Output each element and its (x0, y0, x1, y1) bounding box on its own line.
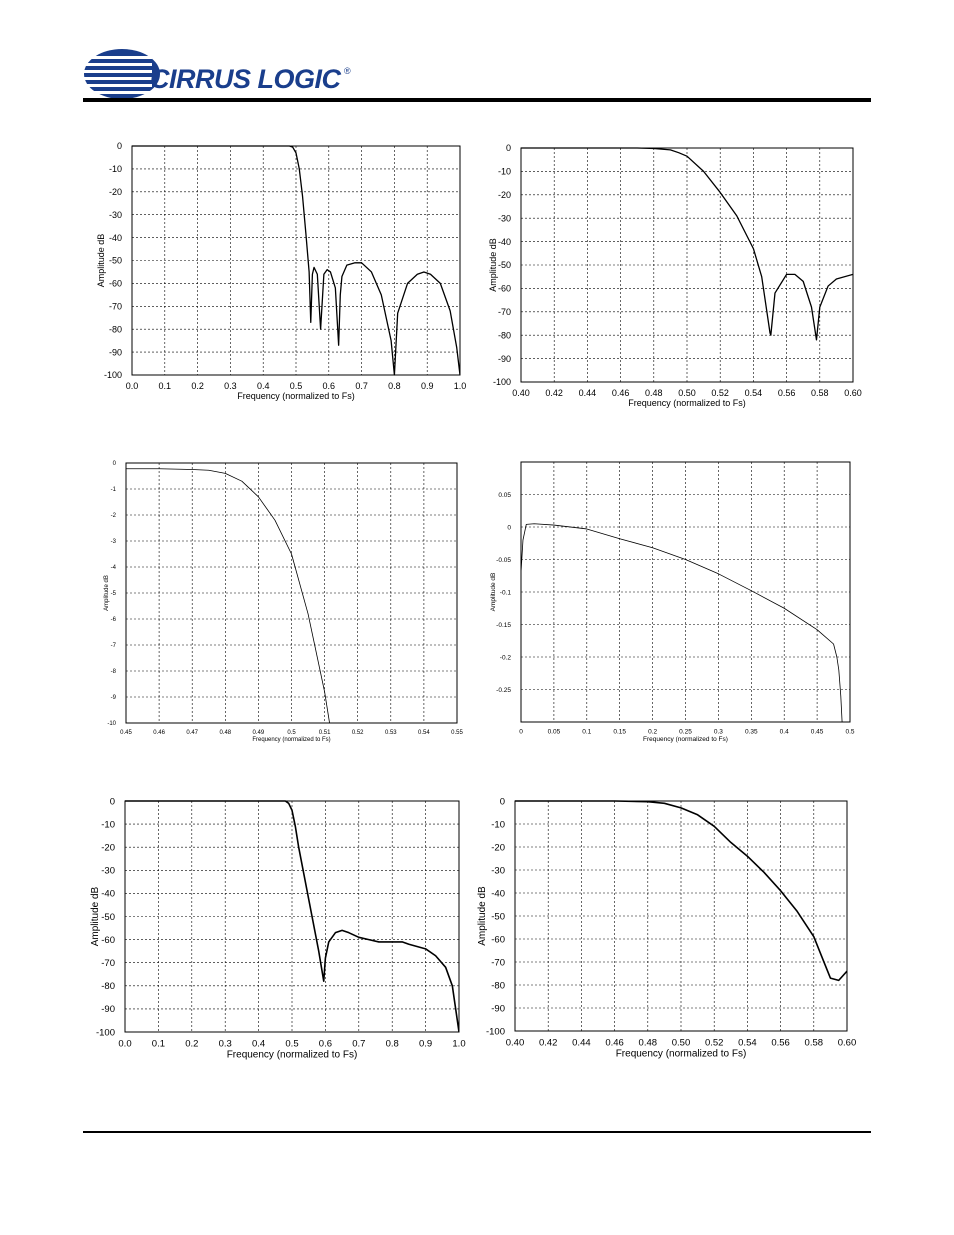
y-tick-label: -80 (497, 330, 511, 341)
x-tick-label: 0.60 (844, 388, 862, 398)
x-tick-label: 0.05 (547, 728, 561, 736)
x-tick-label: 0.46 (611, 388, 630, 398)
y-tick-label: -0.05 (496, 556, 511, 564)
y-tick-label: -9 (110, 695, 116, 702)
y-tick-label: -90 (491, 1003, 505, 1015)
x-tick-label: 0.9 (418, 1038, 433, 1050)
x-tick-label: 0.52 (351, 730, 364, 736)
x-tick-label: 0.52 (704, 1037, 724, 1049)
x-tick-label: 0.58 (811, 388, 829, 398)
y-tick-label: 0 (499, 796, 505, 808)
y-tick-label: -60 (108, 278, 122, 289)
x-tick-label: 0.52 (711, 388, 729, 398)
y-tick-label: -60 (491, 934, 505, 946)
x-tick-label: 0.5 (285, 1038, 299, 1050)
y-tick-label: -80 (101, 981, 115, 993)
y-tick-label: -40 (101, 888, 115, 900)
x-tick-label: 0.2 (648, 728, 658, 736)
y-tick-label: -40 (497, 236, 511, 247)
x-tick-label: 0.58 (804, 1037, 824, 1049)
y-tick-label: 0 (507, 524, 511, 532)
y-tick-label: 0 (112, 461, 116, 468)
y-tick-label: -50 (491, 911, 505, 923)
registered-mark: ® (344, 66, 351, 76)
x-tick-label: 0 (519, 728, 523, 736)
y-tick-label: -20 (491, 842, 505, 854)
y-tick-label: -1 (110, 487, 116, 494)
y-tick-label: -70 (497, 306, 511, 317)
x-tick-label: 0.50 (678, 388, 696, 398)
y-tick-label: -50 (497, 260, 511, 271)
x-tick-label: 0.42 (545, 388, 563, 398)
x-tick-label: 0.48 (219, 730, 232, 736)
x-tick-label: 0.8 (388, 381, 401, 391)
y-tick-label: -60 (101, 934, 115, 946)
y-tick-label: -20 (108, 186, 122, 197)
y-tick-label: 0 (116, 141, 122, 152)
x-tick-label: 0.6 (318, 1038, 333, 1050)
y-tick-label: -0.2 (499, 654, 511, 662)
x-axis-label: Frequency (normalized to Fs) (237, 391, 355, 401)
y-tick-label: -0.15 (496, 621, 511, 629)
y-tick-label: -100 (485, 1026, 505, 1038)
x-tick-label: 0.4 (251, 1038, 266, 1050)
x-tick-label: 0.48 (645, 388, 663, 398)
y-tick-label: -20 (497, 189, 511, 200)
y-tick-label: -20 (101, 842, 115, 854)
y-axis-label: Amplitude dB (104, 575, 110, 611)
y-tick-label: -60 (497, 283, 511, 294)
x-tick-label: 0.4 (779, 728, 789, 736)
x-tick-label: 0.9 (420, 381, 434, 391)
y-tick-label: -40 (491, 888, 505, 900)
x-tick-label: 0.42 (538, 1037, 558, 1049)
y-tick-label: -3 (110, 539, 116, 546)
x-tick-label: 0.1 (158, 381, 172, 391)
y-tick-label: -50 (108, 255, 122, 266)
x-tick-label: 0.1 (582, 728, 592, 736)
y-tick-label: -30 (491, 865, 505, 877)
x-tick-label: 0.54 (418, 730, 430, 736)
x-tick-label: 0.47 (186, 730, 199, 736)
y-tick-label: -100 (95, 1027, 115, 1039)
x-tick-label: 1.0 (452, 1038, 466, 1050)
x-tick-label: 0.25 (679, 728, 692, 736)
x-tick-label: 0.4 (256, 381, 270, 391)
y-tick-label: -10 (108, 164, 122, 175)
y-tick-label: -90 (497, 353, 511, 364)
x-tick-label: 0.8 (385, 1038, 399, 1050)
x-tick-label: 0.55 (451, 730, 463, 736)
y-tick-label: -8 (110, 669, 116, 676)
x-tick-label: 0.46 (605, 1037, 624, 1049)
y-tick-label: -4 (110, 565, 116, 572)
x-tick-label: 1.0 (453, 381, 467, 391)
y-axis-label: Amplitude dB (490, 572, 497, 612)
brand-name: CIRRUS LOGIC (150, 64, 341, 94)
y-tick-label: -80 (108, 324, 122, 335)
y-tick-label: -30 (497, 213, 511, 224)
x-tick-label: 0.3 (713, 728, 723, 736)
y-tick-label: -2 (110, 513, 116, 520)
x-tick-label: 0.54 (738, 1037, 757, 1049)
y-tick-label: -10 (491, 819, 505, 831)
y-tick-label: 0 (109, 796, 115, 808)
x-tick-label: 0.5 (845, 728, 855, 736)
y-tick-label: -30 (101, 865, 115, 877)
x-tick-label: 0.6 (322, 381, 336, 391)
x-tick-label: 0.0 (125, 381, 139, 391)
y-tick-label: -80 (491, 980, 505, 992)
x-tick-label: 0.44 (578, 388, 597, 398)
y-tick-label: -10 (107, 721, 116, 728)
x-tick-label: 0.46 (153, 730, 165, 736)
x-tick-label: 0.2 (185, 1038, 199, 1050)
y-tick-label: -100 (492, 377, 511, 388)
x-tick-label: 0.5 (287, 730, 296, 736)
y-tick-label: -40 (108, 232, 122, 243)
y-tick-label: -50 (101, 911, 115, 923)
x-tick-label: 0.56 (771, 1037, 790, 1049)
x-tick-label: 0.50 (671, 1037, 691, 1049)
y-axis-label: Amplitude dB (488, 238, 498, 292)
x-tick-label: 0.35 (744, 728, 758, 736)
x-tick-label: 0.51 (318, 730, 331, 736)
x-tick-label: 0.7 (352, 1038, 366, 1050)
x-tick-label: 0.3 (218, 1038, 232, 1050)
y-tick-label: 0 (505, 143, 511, 154)
y-tick-label: -90 (108, 347, 122, 358)
y-tick-label: -5 (110, 591, 116, 598)
y-tick-label: -6 (110, 617, 116, 624)
y-tick-label: -70 (491, 957, 505, 969)
y-axis-label: Amplitude dB (477, 886, 488, 946)
x-tick-label: 0.2 (191, 381, 204, 391)
x-tick-label: 0.45 (810, 728, 824, 736)
x-tick-label: 0.3 (224, 381, 237, 391)
x-tick-label: 0.54 (744, 388, 763, 398)
x-axis-label: Frequency (normalized to Fs) (226, 1049, 358, 1061)
y-axis-label: Amplitude dB (90, 886, 101, 947)
x-tick-label: 0.40 (505, 1037, 525, 1049)
x-axis-label: Frequency (normalized to Fs) (643, 736, 728, 743)
y-tick-label: -10 (497, 166, 511, 177)
x-tick-label: 0.53 (384, 730, 397, 736)
x-axis-label: Frequency (normalized to Fs) (615, 1048, 747, 1060)
x-axis-label: Frequency (normalized to Fs) (628, 398, 746, 408)
y-tick-label: -70 (108, 301, 122, 312)
y-tick-label: -70 (101, 958, 115, 970)
footer-rule (83, 1131, 871, 1133)
y-tick-label: -100 (103, 370, 122, 381)
y-axis-label: Amplitude dB (96, 233, 106, 288)
x-tick-label: 0.5 (289, 381, 303, 391)
y-tick-label: -30 (108, 209, 122, 220)
y-tick-label: 0.05 (498, 491, 511, 499)
x-tick-label: 0.45 (120, 730, 132, 736)
x-tick-label: 0.48 (638, 1037, 658, 1049)
x-tick-label: 0.7 (355, 381, 368, 391)
y-tick-label: -0.1 (499, 589, 511, 597)
x-tick-label: 0.56 (777, 388, 796, 398)
x-tick-label: 0.44 (572, 1037, 591, 1049)
y-tick-label: -90 (101, 1004, 115, 1016)
x-tick-label: 0.1 (151, 1038, 166, 1050)
y-tick-label: -0.25 (496, 686, 511, 694)
x-tick-label: 0.0 (118, 1038, 132, 1050)
y-tick-label: -10 (101, 819, 115, 831)
x-tick-label: 0.49 (252, 730, 265, 736)
y-tick-label: -7 (110, 643, 116, 650)
x-tick-label: 0.40 (512, 388, 530, 398)
x-tick-label: 0.60 (837, 1037, 857, 1049)
x-axis-label: Frequency (normalized to Fs) (252, 737, 331, 743)
x-tick-label: 0.15 (613, 728, 627, 736)
